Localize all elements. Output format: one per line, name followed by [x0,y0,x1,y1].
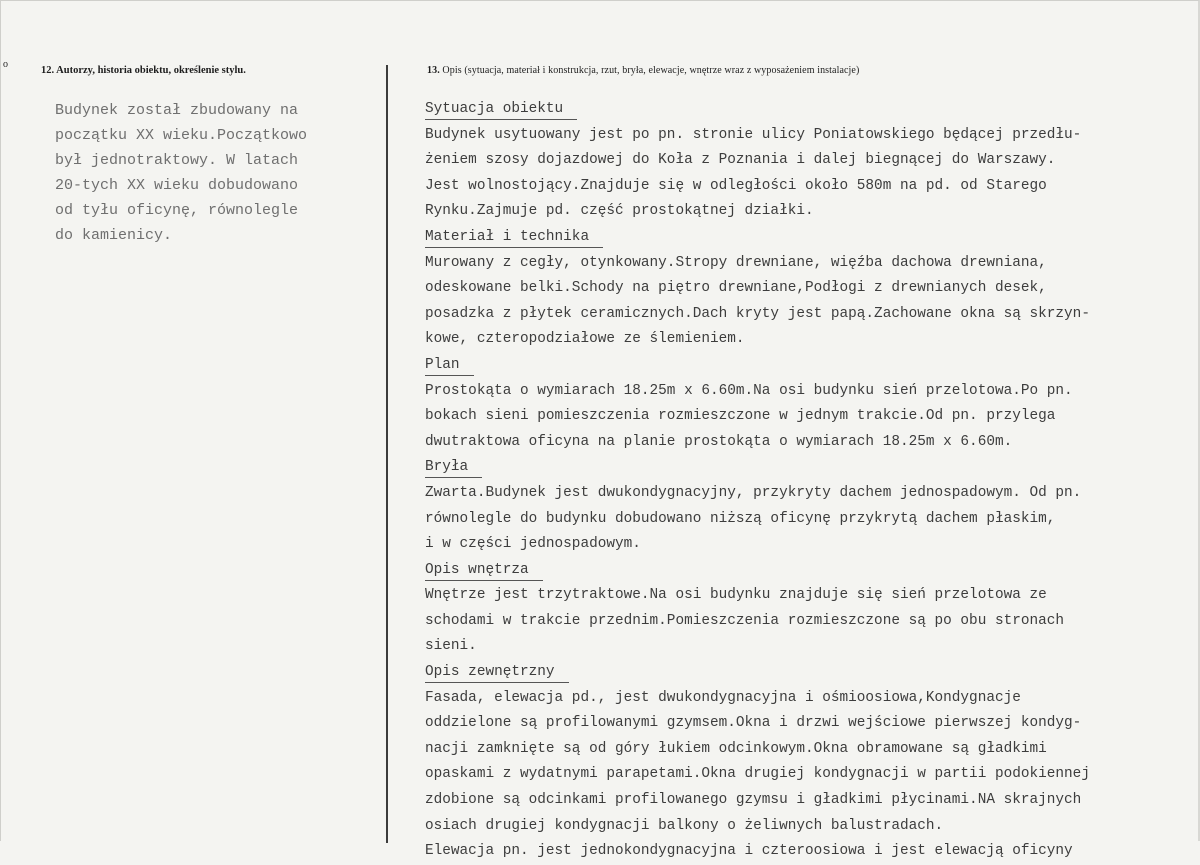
section-line: posadzka z płytek ceramicznych.Dach kryty jest papą.Zachowane okna są skrzyn- [425,305,1090,322]
section-title-row [425,558,1195,584]
section-title: Bryła [425,457,482,478]
column-divider [386,65,388,843]
section-line: oddzielone są profilowanymi gzymsem.Okna i drzwi wejściowe pierwszej kondyg- [425,715,1082,732]
edge-mark: o [3,59,8,70]
section-title-row [425,97,1195,123]
history-line: od tyłu oficynę, równolegle [55,202,299,219]
right-heading-number: 13. [427,65,440,76]
section-title: Opis wnętrza [425,560,543,581]
right-column-heading [427,65,859,76]
section-title-row [425,660,1195,686]
section-line: Fasada, elewacja pd., jest dwukondygnacyjna i ośmioosiowa,Kondygnacje [425,689,1021,706]
history-line: Budynek został zbudowany na [55,102,299,119]
description-text [425,97,1195,865]
history-line: 20-tych XX wieku dobudowano [55,177,299,194]
section-line: Elewacja pn. jest jednokondygnacyjna i czteroosiowa i jest elewacją oficyny [425,843,1073,860]
section-line: Wnętrze jest trzytraktowe.Na osi budynku znajduje się sień przelotowa ze [425,587,1047,604]
section-line: nacji zamknięte są od góry łukiem odcinkowym.Okna obramowane są gładkimi [425,740,1047,757]
section-line: Jest wolnostojący.Znajduje się w odległości około 580m na pd. od Starego [425,177,1047,194]
section-title: Materiał i technika [425,227,603,248]
section-title-row [425,353,1195,379]
section-line: żeniem szosy dojazdowej do Koła z Poznania i dalej biegnącej do Warszawy. [425,152,1056,169]
section-line: Rynku.Zajmuje pd. część prostokątnej działki. [425,203,814,220]
right-heading-text: Opis (sytuacja, materiał i konstrukcja, rzut, bryła, elewacje, wnętrze wraz z wyposażeniem instalacje) [442,65,860,76]
section-line: i w części jednospadowym. [425,536,641,553]
section-title: Sytuacja obiektu [425,99,577,120]
section-title: Opis zewnętrzny [425,662,569,683]
section-title-row [425,225,1195,251]
left-column-heading: 12. Autorzy, historia obiektu, określenie stylu. [41,65,246,76]
history-line: do kamienicy. [55,227,173,244]
history-line: był jednotraktowy. W latach [55,152,299,169]
history-line: początku XX wieku.Początkowo [55,127,308,144]
history-text [55,98,380,248]
section-line: schodami w trakcie przednim.Pomieszczenia rozmieszczone są po obu stronach [425,612,1065,629]
section-line: kowe, czteropodziałowe ze ślemieniem. [425,331,745,348]
section-line: Zwarta.Budynek jest dwukondygnacyjny, przykryty dachem jednospadowym. Od pn. [425,484,1082,501]
section-line: Murowany z cegły, otynkowany.Stropy drewniane, więźba dachowa drewniana, [425,254,1047,271]
section-line: Budynek usytuowany jest po pn. stronie ulicy Poniatowskiego będącej przedłu- [425,126,1082,143]
section-title-row [425,455,1195,481]
section-line: bokach sieni pomieszczenia rozmieszczone w jednym trakcie.Od pn. przylega [425,408,1056,425]
section-line: Prostokąta o wymiarach 18.25m x 6.60m.Na osi budynku sień przelotowa.Po pn. [425,382,1073,399]
section-line: sieni. [425,638,477,655]
section-line: osiach drugiej kondygnacji balkony o żeliwnych balustradach. [425,817,944,834]
section-line: dwutraktowa oficyna na planie prostokąta o wymiarach 18.25m x 6.60m. [425,433,1013,450]
section-title: Plan [425,355,474,376]
section-line: równolegle do budynku dobudowano niższą oficynę przykrytą dachem płaskim, [425,510,1056,527]
section-line: zdobione są odcinkami profilowanego gzymsu i gładkimi płycinami.NA skrajnych [425,792,1082,809]
section-line: odeskowane belki.Schody na piętro drewniane,Podłogi z drewnianych desek, [425,280,1047,297]
section-line: opaskami z wydatnymi parapetami.Okna drugiej kondygnacji w partii podokiennej [425,766,1090,783]
